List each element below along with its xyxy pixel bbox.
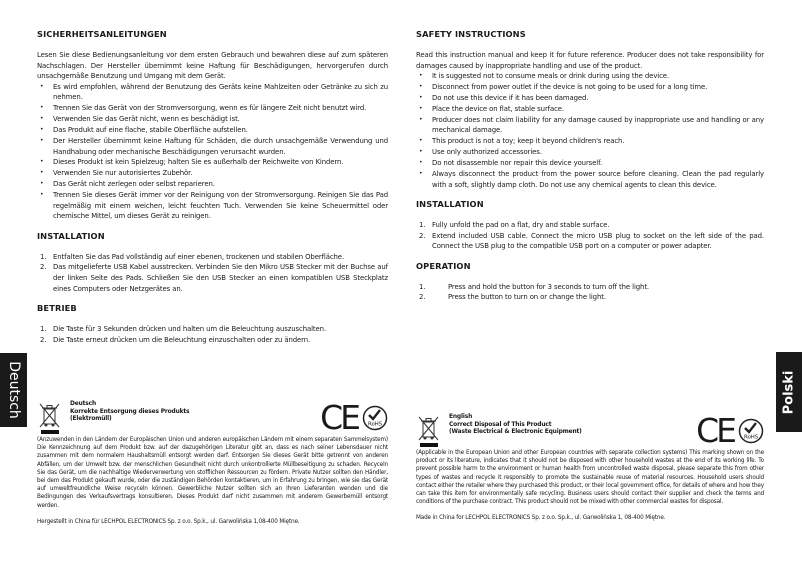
rohs-icon (738, 418, 764, 444)
list-item: • Do not disassemble nor repair this device yourself. (416, 158, 764, 169)
list-item (37, 252, 388, 263)
safety-list (416, 71, 764, 190)
manufacturer-info: Hergestellt in China für LECHPOL ELECTRONICS Sp. z o.o. Sp.k., ul. Garwolińska 1,08-400 Miętne. (37, 518, 300, 525)
step-text: Extend included USB cable. Connect the micro USB plug to socket on the left side of the pad. Connect the USB plug to the compatible USB port on a computer or power adapter. (432, 231, 764, 251)
disposal-language: English (449, 414, 473, 420)
step-text: Die Taste für 3 Sekunden drücken und halten um die Beleuchtung auszuschalten. (53, 325, 327, 334)
disposal-text: (Applicable in the European Union and other European countries with separate collection systems) This marking shown on the product or its literature, indicates that it should not be disposed with other household wastes at the end of its working life. To prevent possible harm to the environment or human health from uncontrolled waste disposal, please separate this from other types of wastes and recycle it responsibly to promote the sustainable reuse of material resources. Household users should contact either the retailer where they purchased this product, or their local government office, for details of where and how they can take this item for environmentally safe recycling. Business users should contact their supplier and check the terms and conditions of the purchase contract. This product should not be mixed with other commercial wastes for disposal. (416, 450, 764, 506)
safety-intro: Read this instruction manual and keep it for future reference. Producer does not take responsibility for damages caused by inappropriate handling and use of the product. (416, 51, 764, 70)
list-item: • Verwenden Sie das Gerät nicht, wenn es beschädigt ist. (37, 114, 388, 125)
disposal-subtitle: (Elektromüll) (70, 416, 112, 423)
step-number: 1. (40, 325, 47, 334)
list-item: • Do not use this device if it has been damaged. (416, 93, 764, 104)
disposal-notice-german (37, 398, 388, 526)
safety-heading: SAFETY INSTRUCTIONS (416, 29, 526, 39)
step-number: 1. (419, 282, 426, 291)
step-text: Fully unfold the pad on a flat, dry and stable surface. (432, 221, 610, 230)
operation-heading: BETRIEB (37, 303, 77, 314)
list-item (416, 282, 764, 293)
list-item: • Trennen Sie dieses Gerät immer vor der Reinigung von der Stromversorgung. Reinigen Sie das Pad regelmäßig mit einem weichen, leicht feuchten Tuch. Verwenden Sie keine Scheuermittel oder chemische Mittel, um dieses Gerät zu reinigen. (37, 190, 388, 222)
step-number: 2. (419, 293, 426, 302)
step-text: Press the button to turn on or change the light. (448, 293, 606, 302)
weee-bin-icon (37, 401, 63, 435)
step-text: Press and hold the button for 3 seconds to turn off the light. (448, 282, 650, 291)
list-item (37, 324, 388, 335)
installation-heading: INSTALLATION (416, 199, 484, 210)
operation-steps (37, 324, 388, 345)
list-item: • Producer does not claim liability for any damage caused by inappropriate use and handling or any mechanical damage. (416, 115, 764, 136)
list-item (416, 231, 764, 252)
list-item (37, 262, 388, 294)
list-item (37, 335, 388, 346)
list-item: • Always disconnect the product from the power source before cleaning. Clean the pad regularly with a soft, slightly damp cloth. Do not use any chemical agents to clean this device. (416, 169, 764, 190)
operation-heading: OPERATION (416, 260, 471, 271)
list-item: • Use only authorized accessories. (416, 147, 764, 158)
operation-steps (416, 282, 764, 303)
disposal-subtitle: (Waste Electrical & Electronic Equipment) (449, 429, 582, 436)
step-number: 2. (40, 335, 47, 344)
disposal-notice-english (416, 411, 764, 523)
safety-intro: Lesen Sie diese Bedienungsanleitung vor dem ersten Gebrauch und bewahren diese auf zum späteren Nachschlagen. Der Hersteller übernimmt keine Haftung für Beschädigungen, hervorgerufen durch unsachgemäße Benutzung und Umgang mit dem Gerät. (37, 51, 388, 81)
step-number: 1. (419, 221, 426, 230)
list-item: • This product is not a toy; keep it beyond children's reach. (416, 136, 764, 147)
safety-list (37, 82, 388, 222)
language-tab-deutsch (0, 353, 27, 427)
disposal-title: Korrekte Entsorgung dieses Produkts (70, 408, 190, 415)
language-tab-polski (776, 352, 802, 432)
step-number: 2. (40, 263, 47, 272)
disposal-language: Deutsch (70, 401, 97, 407)
installation-steps (416, 220, 764, 252)
ce-mark-icon: CE (320, 398, 358, 437)
list-item: • Place the device on flat, stable surface. (416, 104, 764, 115)
list-item: • Es wird empfohlen, während der Benutzung des Geräts keine Mahlzeiten oder Getränke zu sich zu nehmen. (37, 82, 388, 103)
list-item (416, 292, 764, 303)
step-text: Entfalten Sie das Pad vollständig auf einer ebenen, trockenen und stabilen Oberfläche. (53, 252, 345, 261)
tab-label: Polski (781, 370, 797, 414)
list-item: • Das Produkt auf eine flache, stabile Oberfläche aufstellen. (37, 125, 388, 136)
installation-heading: INSTALLATION (37, 230, 105, 241)
list-item (416, 220, 764, 231)
step-text: Die Taste erneut drücken um die Beleuchtung einzuschalten oder zu ändern. (53, 335, 311, 344)
step-number: 1. (40, 252, 47, 261)
list-item: • Dieses Produkt ist kein Spielzeug; halten Sie es außerhalb der Reichweite von Kindern. (37, 157, 388, 168)
weee-bin-icon (416, 414, 442, 448)
english-column (416, 28, 764, 303)
list-item: • Verwenden Sie nur autorisiertes Zubehör. (37, 168, 388, 179)
svg-text:RoHS: RoHS (368, 421, 382, 428)
list-item: • Disconnect from power outlet if the device is not going to be used for a long time. (416, 82, 764, 93)
ce-mark-icon: CE (696, 411, 734, 450)
list-item: • Das Gerät nicht zerlegen oder selbst reparieren. (37, 179, 388, 190)
rohs-icon (362, 405, 388, 431)
step-number: 2. (419, 231, 426, 240)
svg-text:RoHS: RoHS (744, 434, 758, 441)
installation-steps (37, 252, 388, 294)
tab-label: Deutsch (5, 361, 22, 419)
manufacturer-info: Made in China for LECHPOL ELECTRONICS Sp. z o.o. Sp.k., ul. Garwolińska 1, 08-400 Miętne. (416, 515, 666, 522)
list-item: • Trennen Sie das Gerät von der Stromversorgung, wenn es für längere Zeit nicht benutzt wird. (37, 103, 388, 114)
safety-heading: SICHERHEITSANLEITUNGEN (37, 29, 167, 39)
step-text: Das mitgelieferte USB Kabel ausstrecken. Verbinden Sie den Mikro USB Stecker mit der Buchse auf der linken Seite des Pads. Schließen Sie den USB Stecker an einen kompatiblen USB Steckplatz eines Computers oder Netzgerätes an. (53, 263, 388, 293)
disposal-text: (Anzuwenden in den Ländern der Europäischen Union und anderen europäischen Ländern mit einem separaten Sammelsystem) Die Kennzeichnung auf dem Produkt bzw. auf der dazugehörigen Literatur gibt an, dass es nach seiner Lebensdauer nicht zusammen mit dem normalem Haushaltsmüll entsorgt werden darf. Entsorgen Sie dieses Gerät bitte getrennt von anderen Abfällen, um der Umwelt bzw. der menschlichen Gesundheit nicht durch unkontrollierte Müllbeseitigung zu schaden. Recyceln Sie das Gerät, um die nachhaltige Wiederverwertung von stofflichen Ressourcen zu fördern. Private Nutzer sollten den Händler, bei dem das Produkt gekauft wurde, oder die zuständigen Behörden kontaktieren, um in Erfahrung zu bringen, wie sie das Gerät auf umweltfreundliche Weise recyceln können. Gewerbliche Nutzer sollten sich an Ihren Lieferanten wenden und die Bedingungen des Verkaufsvertrags konsultieren. Dieses Produkt darf nicht zusammen mit anderem Gewerbemüll entsorgt werden. (37, 437, 388, 509)
list-item: • Der Hersteller übernimmt keine Haftung für Schäden, die durch unsachgemäße Verwendung und Handhabung oder mechanische Beschädigungen verursacht wurden. (37, 136, 388, 157)
list-item: • It is suggested not to consume meals or drink during using the device. (416, 71, 764, 82)
disposal-title: Correct Disposal of This Product (449, 421, 552, 428)
german-column (37, 28, 388, 345)
